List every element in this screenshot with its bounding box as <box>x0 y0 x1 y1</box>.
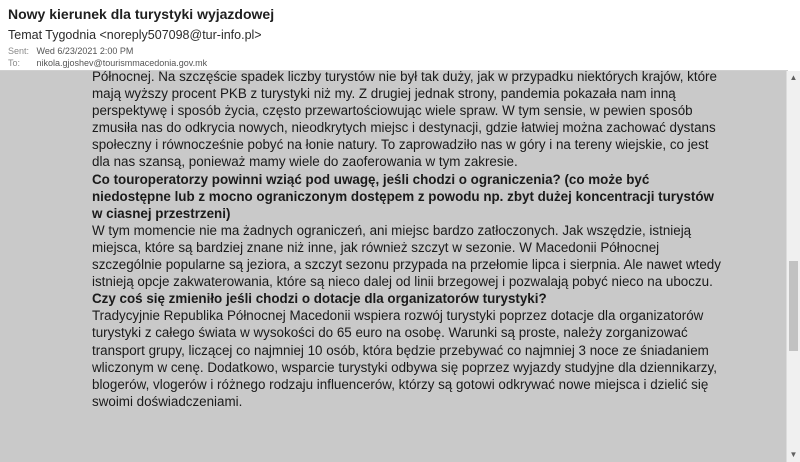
sent-row <box>8 46 133 56</box>
scrollbar-thumb[interactable] <box>789 261 798 351</box>
to-recipient[interactable]: nikola.gjoshev@tourismmacedonia.gov.mk <box>36 58 208 68</box>
body-paragraph: Tradycyjnie Republika Północnej Macedonii wspiera rozwój turystyki poprzez dotacje dla organizatorów turystyki z całego świata w wysokości do 65 euro na osobę. Warunki są proste, należy zorganizować transport grupy, liczącej co najmniej 10 osób, która będzie przebywać co najmniej 3 noce ze śniadaniem wliczonym w cenę. Dodatkowo, wsparcie turystyki odbywa się poprzez wyjazdy studyjne dla dziennikarzy, blogerów, vlogerów i różnego rodzaju influencerów, którzy są gotowi odkrywać nowe miejsca i dzielić się swoimi doświadczeniami. <box>92 308 717 409</box>
vertical-scrollbar[interactable] <box>786 71 800 462</box>
scroll-up-arrow-icon[interactable]: ▲ <box>789 73 798 82</box>
message-header <box>0 0 800 72</box>
sent-value: Wed 6/23/2021 2:00 PM <box>36 46 134 56</box>
to-label: To: <box>8 58 21 68</box>
interview-question: Czy coś się zmieniło jeśli chodzi o dotacje dla organizatorów turystyki? <box>92 291 547 307</box>
scroll-down-arrow-icon[interactable]: ▼ <box>789 450 798 459</box>
sent-label: Sent: <box>8 46 30 56</box>
email-sender[interactable]: Temat Tygodnia <noreply507098@tur-info.pl> <box>8 28 262 42</box>
body-paragraph: Północnej. Na szczęście spadek liczby turystów nie był tak duży, jak w przypadku niektórych krajów, które mają wyższy procent PKB z turystyki niż my. Z drugiej jednak strony, pandemia pokazała nam inną perspektywę i sposób życia, często przewartościowując wiele spraw. W tym sensie, w pewien sposób zmusiła nas do odkrycia nowych, nieodkrytych miejsc i destynacji, gdzie łatwiej można zachować dystans społeczny i równocześnie pobyć na łonie natury. To zaprowadziło nas w góry i na tereny wiejskie, co jest dla nas szansą, ponieważ mamy wiele do zaoferowania w tym zakresie. <box>92 71 717 170</box>
body-paragraph: W tym momencie nie ma żadnych ograniczeń, ani miejsc bardzo zatłoczonych. Jak wszędzie, istnieją miejsca, które są bardziej znane niż inne, jak również szczyt w sezonie. W Macedonii Północnej szczególnie popularne są jeziora, a szczyt sezonu przypada na przełomie lipca i sierpnia. Ale nawet wtedy istnieją opcje zakwaterowania, które są nieco dalej od linii brzegowej i pozwalają pobyć nieco na uboczu. <box>92 222 721 290</box>
interview-question: Co touroperatorzy powinni wziąć pod uwagę, jeśli chodzi o ograniczenia? (co może być niedostępne lub z mocno ograniczonym dostępem z powodu np. zbyt dużej koncentracji turystów w ciasnej przestrzeni) <box>92 171 714 221</box>
message-body <box>0 71 786 462</box>
message-content <box>92 71 722 410</box>
email-subject: Nowy kierunek dla turystyki wyjazdowej <box>8 6 275 22</box>
to-row <box>8 58 207 68</box>
